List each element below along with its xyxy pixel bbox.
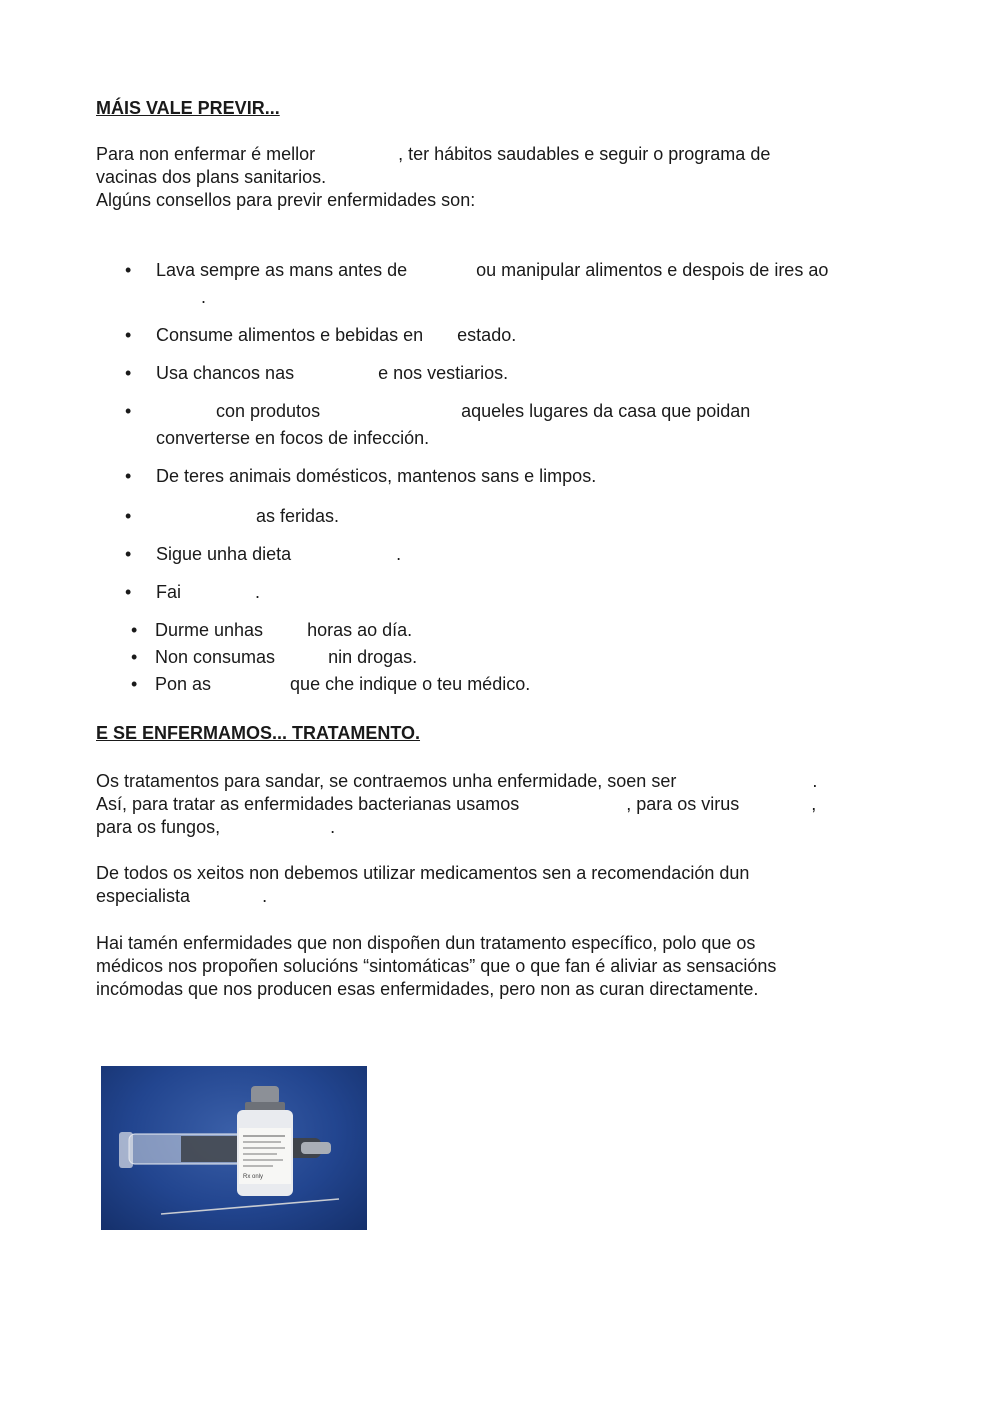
tip-11	[155, 673, 530, 700]
syringe-and-vial-illustration	[101, 1066, 367, 1230]
specialist-line-2	[96, 885, 267, 912]
tip-1-text-b: ou manipular alimentos e despois de ires ao	[476, 260, 829, 280]
tip-2-text-a: Consume alimentos e bebidas en	[156, 325, 424, 345]
blank-input-7[interactable]	[320, 407, 461, 427]
tip-10	[155, 646, 417, 673]
blank-input-9[interactable]	[291, 550, 396, 570]
bullet-dot: •	[131, 647, 138, 667]
bullet-dot: •	[125, 506, 132, 526]
bullet-dot: •	[131, 620, 138, 640]
treatment-text-3b: .	[330, 817, 336, 837]
tip-3	[156, 362, 508, 389]
tip-1-text-c: .	[201, 287, 207, 307]
tip-1-text-a: Lava sempre as mans antes de	[156, 260, 408, 280]
treatment-text-1a: Os tratamentos para sandar, se contraemos unha enfermidade, soen ser	[96, 771, 677, 791]
section-heading-prevention: MÁIS VALE PREVIR...	[96, 98, 280, 118]
blank-input-18[interactable]	[190, 892, 262, 912]
blank-input-5[interactable]	[294, 369, 378, 389]
blank-input-10[interactable]	[181, 588, 255, 608]
bullet-dot: •	[125, 325, 132, 345]
specialist-line-1: De todos os xeitos non debemos utilizar medicamentos sen a recomendación dun	[96, 863, 750, 883]
tip-7-text-b: .	[396, 544, 402, 564]
tip-8-text-b: .	[255, 582, 261, 602]
tip-2	[156, 324, 516, 351]
tip-6-text: as feridas.	[256, 506, 340, 526]
blank-input-11[interactable]	[263, 626, 307, 646]
blank-input-3[interactable]	[156, 293, 201, 313]
tip-4-text-a: con produtos	[216, 401, 321, 421]
bullet-dot: •	[125, 363, 132, 383]
bullet-dot: •	[125, 544, 132, 564]
tip-2-text-b: estado.	[457, 325, 517, 345]
blank-input-15[interactable]	[519, 800, 626, 820]
intro-line-3: Algúns consellos para previr enfermidades son:	[96, 190, 476, 210]
specialist-text-a: especialista	[96, 886, 191, 906]
tip-10-text-b: nin drogas.	[328, 647, 418, 667]
treatment-text-2c: ,	[811, 794, 817, 814]
tip-11-text-a: Pon as	[155, 674, 212, 694]
treatment-text-3a: para os fungos,	[96, 817, 221, 837]
tip-9-text-b: horas ao día.	[307, 620, 413, 640]
intro-text-1a: Para non enfermar é mellor	[96, 144, 316, 164]
tip-4-line-1	[156, 400, 750, 427]
tip-9-text-a: Durme unhas	[155, 620, 264, 640]
tip-7-text-a: Sigue unha dieta	[156, 544, 292, 564]
section-heading-treatment: E SE ENFERMAMOS... TRATAMENTO.	[96, 723, 421, 743]
symptomatic-line-2: médicos nos propoñen solucións “sintomáticas” que o que fan é aliviar as sensacións	[96, 956, 777, 976]
blank-input-6[interactable]	[156, 407, 216, 427]
tip-9	[155, 619, 412, 646]
tip-1-line-1	[156, 259, 828, 286]
tip-4-line-2: converterse en focos de infección.	[156, 428, 430, 448]
bullet-dot: •	[125, 260, 132, 280]
tip-3-text-b: e nos vestiarios.	[378, 363, 509, 383]
bullet-dot: •	[125, 401, 132, 421]
tip-11-text-b: que che indique o teu médico.	[290, 674, 531, 694]
blank-input-2[interactable]	[407, 266, 476, 286]
blank-input-1[interactable]	[315, 150, 398, 170]
blank-input-13[interactable]	[211, 680, 290, 700]
tip-8-text-a: Fai	[156, 582, 182, 602]
tip-6	[156, 505, 339, 532]
vaccine-photo	[101, 1066, 367, 1230]
treatment-text-1b: .	[812, 771, 818, 791]
tip-8	[156, 581, 260, 608]
blank-input-8[interactable]	[156, 512, 256, 532]
specialist-text-b: .	[262, 886, 268, 906]
blank-input-17[interactable]	[220, 823, 330, 843]
bullet-dot: •	[131, 674, 138, 694]
tip-1-line-2	[156, 286, 206, 313]
tip-4-text-b: aqueles lugares da casa que poidan	[461, 401, 751, 421]
blank-input-16[interactable]	[739, 800, 811, 820]
tip-3-text-a: Usa chancos nas	[156, 363, 295, 383]
bullet-dot: •	[125, 466, 132, 486]
vial-label-text: Rx only	[243, 1174, 264, 1180]
symptomatic-line-1: Hai tamén enfermidades que non dispoñen dun tratamento específico, polo que os	[96, 933, 756, 953]
intro-line-2: vacinas dos plans sanitarios.	[96, 167, 327, 187]
tip-10-text-a: Non consumas	[155, 647, 276, 667]
symptomatic-line-3: incómodas que nos producen esas enfermidades, pero non as curan directamente.	[96, 979, 759, 999]
tip-7	[156, 543, 401, 570]
treatment-line-3	[96, 816, 335, 843]
intro-text-1b: , ter hábitos saudables e seguir o programa de	[398, 144, 771, 164]
blank-input-12[interactable]	[275, 653, 328, 673]
bullet-dot: •	[125, 582, 132, 602]
blank-input-4[interactable]	[423, 331, 457, 351]
tip-5: De teres animais domésticos, mantenos sans e limpos.	[156, 466, 597, 486]
treatment-text-2b: , para os virus	[626, 794, 740, 814]
treatment-text-2a: Así, para tratar as enfermidades bacterianas usamos	[96, 794, 520, 814]
